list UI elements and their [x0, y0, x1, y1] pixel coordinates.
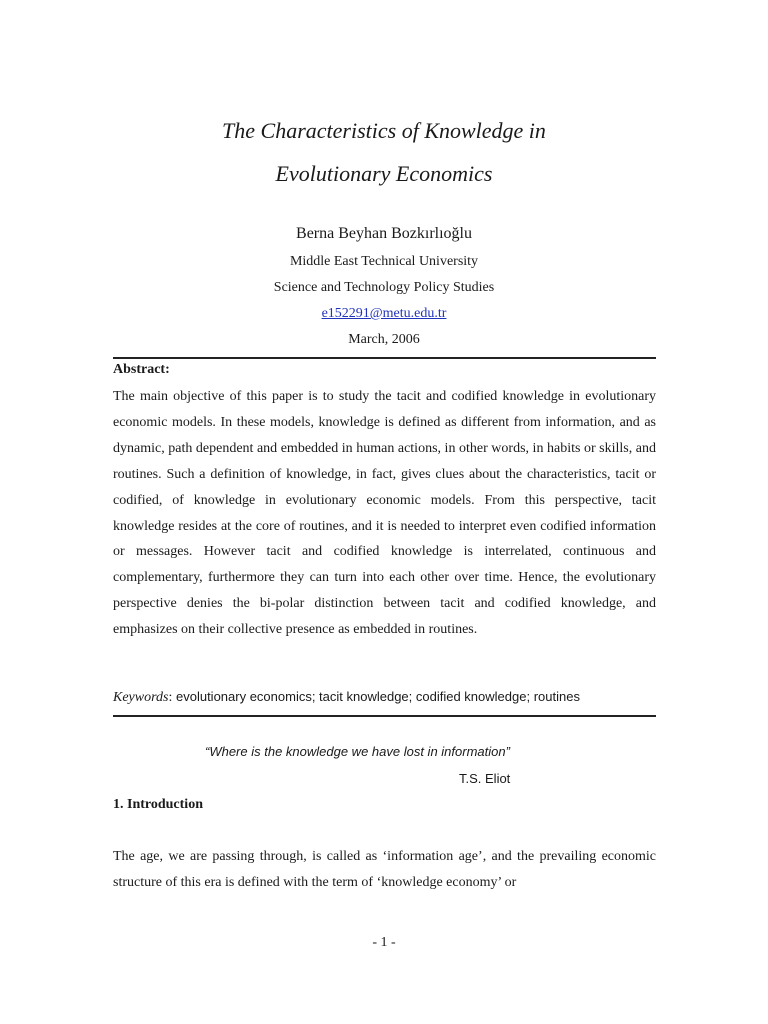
affiliation-university: Middle East Technical University [289, 254, 479, 269]
epigraph-author: T.S. Eliot [459, 771, 511, 786]
author-email [0, 305, 768, 323]
page-number: - 1 - [372, 935, 396, 950]
abstract-bottom-divider [113, 715, 656, 717]
keywords-line [113, 688, 656, 707]
keywords-separator: : [168, 690, 173, 705]
introduction-paragraph: The age, we are passing through, is called as ‘information age’, and the prevailing economic structure of this era is defined with the term of ‘knowledge economy’ or [113, 849, 656, 890]
paper-title-line-2: Evolutionary Economics [275, 161, 493, 186]
epigraph-quote: “Where is the knowledge we have lost in information” [205, 744, 510, 759]
keywords-list: evolutionary economics; tacit knowledge; codified knowledge; routines [172, 689, 580, 704]
section-heading-introduction: 1. Introduction [113, 797, 203, 812]
affiliation-department: Science and Technology Policy Studies [273, 280, 495, 295]
author-email-link[interactable]: e152291@metu.edu.tr [321, 306, 447, 321]
abstract-top-divider [113, 357, 656, 359]
abstract-body: The main objective of this paper is to study the tacit and codified knowledge in evolutionary economic models. In these models, knowledge is defined as different from information, and as dynamic, path dependent and embedded in human actions, in other words, in habits or skills, and routines. Such a definition of knowledge, in fact, gives clues about the characteristics, tacit or codified, of knowledge in evolutionary economic models. From this perspective, tacit knowledge resides at the core of routines, and it is needed to interpret even codified information or messages. However tacit and codified knowledge is interrelated, continuous and complementary, furthermore they can turn into each other over time. Hence, the evolutionary perspective denies the bi-polar distinction between tacit and codified knowledge, and emphasizes on their collective presence as embedded in routines. [113, 389, 656, 638]
keywords-label: Keywords [113, 690, 169, 705]
publication-date: March, 2006 [348, 332, 420, 347]
abstract-heading: Abstract: [113, 362, 170, 377]
author-name: Berna Beyhan Bozkırlıoğlu [296, 225, 472, 242]
paper-title-line-1: The Characteristics of Knowledge in [222, 118, 546, 143]
